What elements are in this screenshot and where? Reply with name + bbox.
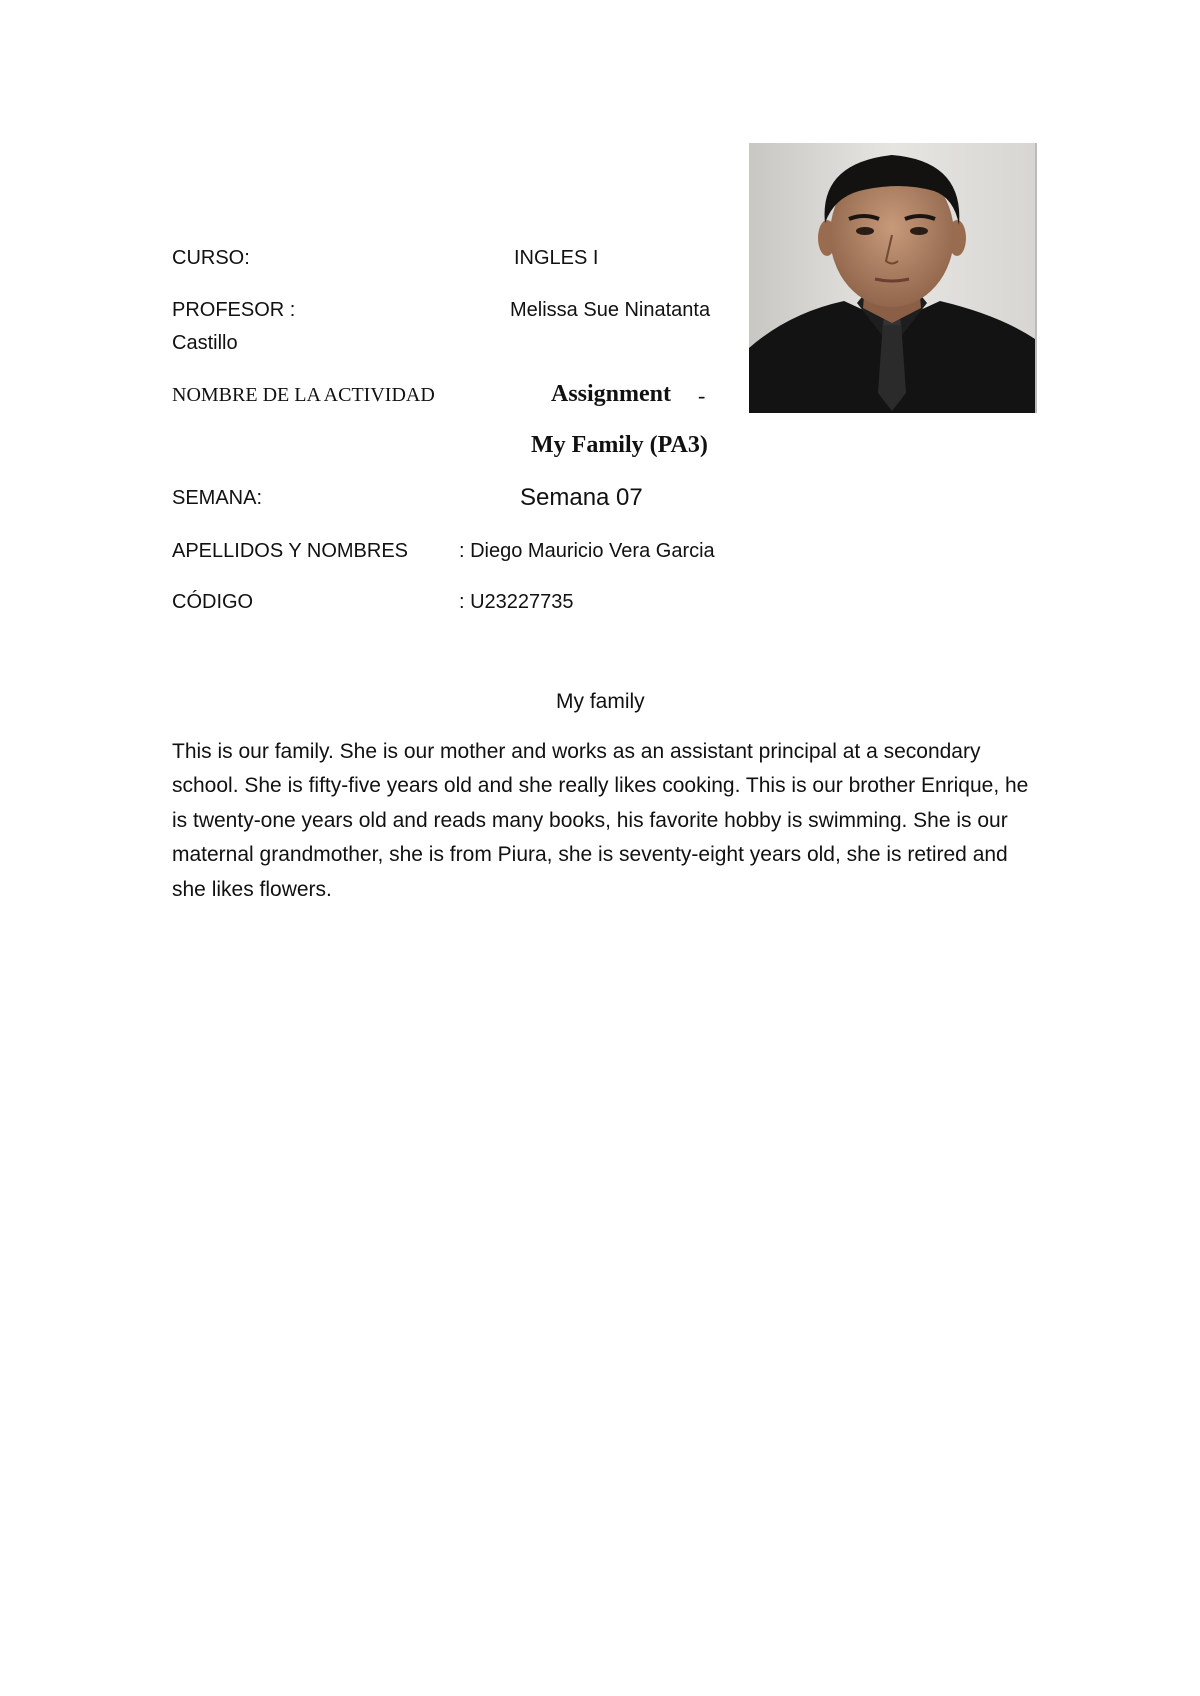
curso-label: CURSO: — [172, 247, 250, 269]
section-title: My family — [556, 690, 645, 713]
codigo-label: CÓDIGO — [172, 591, 254, 613]
profesor-label: PROFESOR : — [172, 299, 296, 321]
semana-value: Semana 07 — [520, 484, 643, 511]
apellidos-value: : Diego Mauricio Vera Garcia — [459, 540, 715, 562]
student-photo — [749, 143, 1037, 413]
profesor-value-continued: Castillo — [172, 332, 238, 354]
codigo-value: : U23227735 — [459, 591, 574, 613]
profesor-value: Melissa Sue Ninatanta — [510, 299, 711, 321]
actividad-label: NOMBRE DE LA ACTIVIDAD — [172, 384, 435, 406]
student-portrait-image — [749, 143, 1035, 413]
actividad-value-line2: My Family (PA3) — [531, 432, 708, 458]
actividad-value-line1: Assignment — [551, 381, 672, 407]
curso-value: INGLES I — [514, 247, 599, 269]
section-paragraph: This is our family. She is our mother and works as an assistant principal at a secondary school. She is fifty-five years old and she really likes cooking. This is our brother Enrique, he is twenty-one years old and reads many books, his favorite hobby is swimming. She is our maternal grandmother, she is from Piura, she is seventy-eight years old, she is retired and she likes flowers. — [172, 740, 1029, 901]
actividad-dash: - — [698, 383, 706, 408]
apellidos-label: APELLIDOS Y NOMBRES — [172, 540, 409, 562]
semana-label: SEMANA: — [172, 487, 263, 509]
